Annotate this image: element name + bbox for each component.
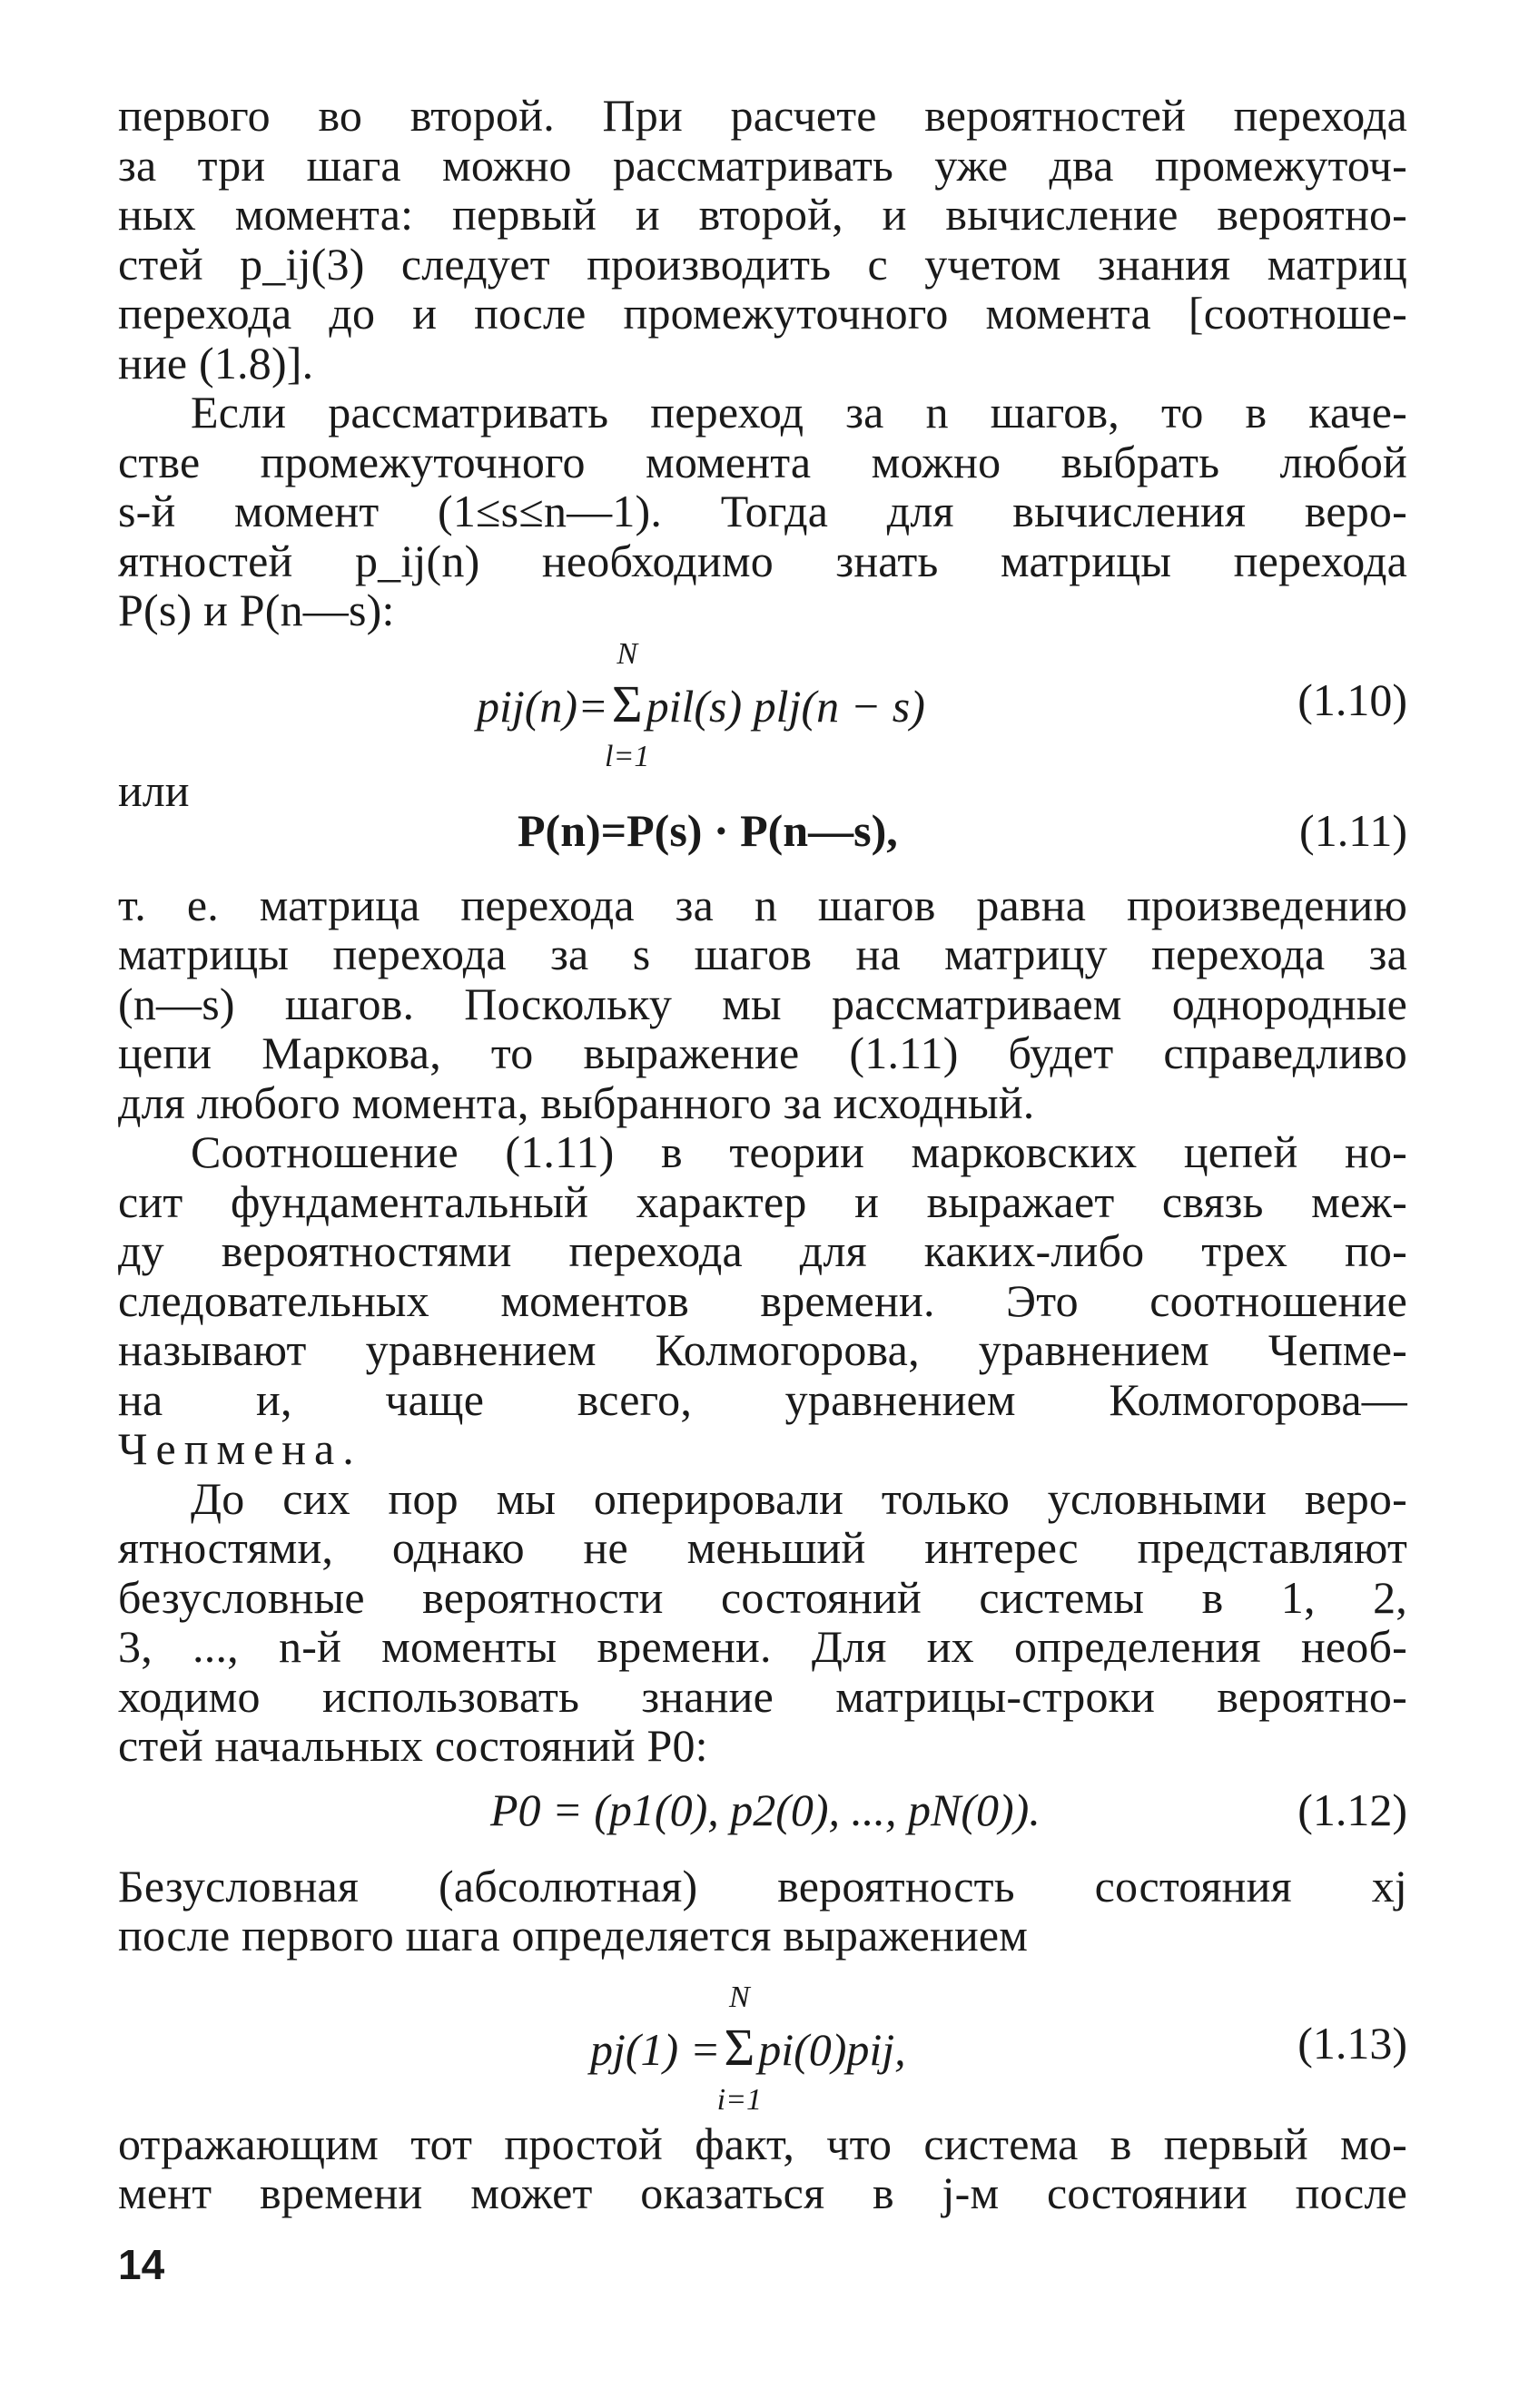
- text-line: на и, чаще всего, уравнением Колмогорова—: [118, 1373, 1407, 1425]
- text-line: ходимо использовать знание матрицы-строки вероятно-: [118, 1670, 1407, 1722]
- text-line: безусловные вероятности состояний системы в 1, 2,: [118, 1571, 1407, 1623]
- equation-number: (1.10): [1297, 673, 1407, 725]
- paragraph-2: [118, 388, 1407, 635]
- equation-1-11: [118, 764, 1407, 856]
- equation-body: P0 = (p1(0), p2(0), ..., pN(0)).: [490, 1784, 1041, 1835]
- text-line: s-й момент (1≤s≤n—1). Тогда для вычисления веро-: [118, 486, 1407, 536]
- text-line: ятностями, однако не меньший интерес представляют: [118, 1522, 1407, 1573]
- sum-upper-limit: N: [616, 636, 638, 671]
- paragraph-4: [118, 1127, 1407, 1474]
- text-line: матрицы перехода за s шагов на матрицу перехода за: [118, 929, 1407, 979]
- text-line: ятностей p_ij(n) необходимо знать матрицы перехода: [118, 535, 1407, 586]
- sum-lower-limit: l=1: [605, 739, 650, 773]
- equation-rhs: pil(s) plj(n − s): [646, 680, 925, 732]
- text-line: следовательных моментов времени. Это соотношение: [118, 1274, 1407, 1326]
- sum-upper-limit: N: [728, 1980, 750, 2014]
- or-word: или: [118, 764, 190, 816]
- paragraph-3: [118, 880, 1407, 1128]
- text-line: P(s) и P(n—s):: [118, 585, 395, 635]
- equation-body: P(n)=P(s) · P(n—s),: [518, 804, 898, 856]
- equation-lhs: pij(n)=: [477, 680, 608, 732]
- text-line: называют уравнением Колмогорова, уравнением Чепме-: [118, 1324, 1407, 1375]
- text-line: после первого шага определяется выражением: [118, 1910, 1029, 1961]
- equation-rhs: pi(0)pij,: [758, 2023, 906, 2075]
- text-line: Безусловная (абсолютная) вероятность состояния xj: [118, 1860, 1407, 1912]
- paragraph-5: [118, 1474, 1407, 1771]
- page-number: 14: [118, 2241, 165, 2288]
- text-line: за три шага можно рассматривать уже два промежуточ-: [118, 139, 1407, 191]
- text-line: для любого момента, выбранного за исходный.: [118, 1076, 1035, 1128]
- equation-body: [590, 1980, 906, 2117]
- sum-symbol: Σ N i=1: [716, 1980, 763, 2117]
- text-line: отражающим тот простой факт, что система в первый мо-: [118, 2118, 1407, 2169]
- equation-body: [477, 636, 925, 773]
- text-line: Если рассматривать переход за n шагов, то в каче-: [191, 387, 1407, 437]
- text-line: сит фундаментальный характер и выражает связь меж-: [118, 1175, 1407, 1227]
- text-line: мент времени может оказаться в j-м состоянии после: [118, 2167, 1407, 2218]
- paragraph-1: [118, 91, 1407, 388]
- equation-number: (1.13): [1297, 2017, 1407, 2069]
- equation-number: (1.12): [1297, 1784, 1407, 1835]
- text-line: (n—s) шагов. Поскольку мы рассматриваем однородные: [118, 978, 1407, 1029]
- text-line: Чепмена.: [118, 1423, 362, 1474]
- text-line: 3, ..., n-й моменты времени. Для их определения необ-: [118, 1621, 1407, 1672]
- text-line: стей начальных состояний P0:: [118, 1720, 708, 1771]
- page-body: [118, 91, 1407, 2218]
- text-line: До сих пор мы оперировали только условными веро-: [191, 1472, 1407, 1524]
- text-line: цепи Маркова, то выражение (1.11) будет справедливо: [118, 1027, 1407, 1078]
- text-line: первого во второй. При расчете вероятностей перехода: [118, 90, 1407, 141]
- text-line: стей p_ij(3) следует производить с учетом знания матриц: [118, 238, 1407, 290]
- sum-symbol: Σ N l=1: [605, 636, 650, 773]
- paragraph-7: [118, 2119, 1407, 2218]
- equation-number: (1.11): [1299, 804, 1407, 856]
- text-line: стве промежуточного момента можно выбрать любой: [118, 436, 1407, 487]
- paragraph-6: [118, 1862, 1407, 1961]
- text-line: т. е. матрица перехода за n шагов равна произведению: [118, 879, 1407, 930]
- sum-lower-limit: i=1: [716, 2082, 763, 2117]
- text-line: Соотношение (1.11) в теории марковских цепей но-: [191, 1126, 1407, 1177]
- text-line: ние (1.8)].: [118, 337, 314, 388]
- equation-lhs: pj(1) =: [590, 2023, 721, 2075]
- spacer: [118, 1843, 1407, 1862]
- text-line: ду вероятностями перехода для каких-либо трех по-: [118, 1225, 1407, 1276]
- equation-1-12: [118, 1771, 1407, 1843]
- text-line: перехода до и после промежуточного момента [соотноше-: [118, 288, 1407, 339]
- equation-1-10: [118, 635, 1407, 772]
- text-line: ных момента: первый и второй, и вычисление вероятно-: [118, 189, 1407, 240]
- equation-1-13: [118, 1961, 1407, 2119]
